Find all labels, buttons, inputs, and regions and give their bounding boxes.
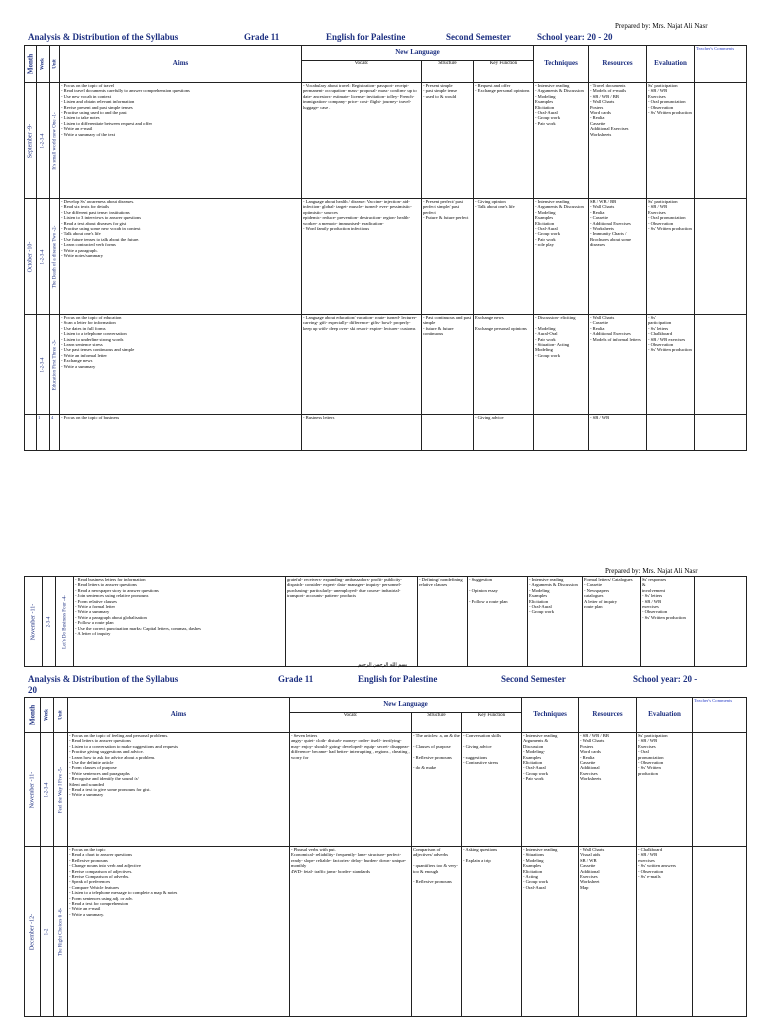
title-school-year: School year: 20 - <box>633 674 698 684</box>
table-row <box>25 199 747 315</box>
header-key-function: Key Function <box>462 713 522 733</box>
aims-cell: - Focus on the topic of travel - Read travel documents carefully to answer comprehension questions - Use new vocab in context - Listen and obtain relevant information - Revise present and past simple tenses - Practise using used to and the past - Listen to take notes - Listen to differentiate between request and offer - Write an e-mail - Write a summary of the text <box>60 83 302 199</box>
key-function-cell: - Suggestion - Opinion essay - Follow a route plan <box>468 577 528 667</box>
techniques-cell <box>534 415 589 451</box>
unit-cell: The Right Choices 6 -6- <box>54 847 68 1017</box>
vocab-cell: - Vocabulary about travel: Registration- passport- receipt- permanent- occupation- mass- proposal- mass- confirm- up to date- ancestors- estimate- license- invitation- tolley- French- immigration- company- price- cost- flight- journey- travel- luggage- case . <box>302 83 422 199</box>
title-semester: Second Semester <box>501 674 566 684</box>
month-cell: October -10- <box>25 199 37 315</box>
header-evaluation: Evaluation <box>637 698 693 733</box>
week-cell: 1-2 <box>41 847 54 1017</box>
key-function-cell: - Request and offer - Exchange personal opinions <box>474 83 534 199</box>
techniques-cell: - Intensive reading - Arguments & Discussion - Modeling Examples Elicitation - Oral-Aural - Group work - Pair work <box>534 83 589 199</box>
syllabus-table-continuation <box>24 576 747 667</box>
structure-cell: - Past continuous and past simple - future & future continuous <box>422 315 474 415</box>
vocab-cell: - Language about education/ vacation- route- turned- lecturer- carving- gift- especially- difference- gifts- bowl- properly- keep up with- deep over- ski resort- expire- lecturer- customs <box>302 315 422 415</box>
title-grade: Grade 11 <box>278 674 314 684</box>
bismillah: بسم الله الرحمن الرحيم <box>358 663 408 668</box>
syllabus-page-2 <box>0 662 768 1024</box>
comments-cell <box>695 415 747 451</box>
evaluation-cell: Ss' participation - SB / WB Exercises - Oral pronunciation - Observation - Ss' Written production <box>647 83 695 199</box>
evaluation-cell: Ss' responses & involvement - Ss' letters - SB / WB exercises - Observation - Ss' Written production <box>641 577 695 667</box>
week-cell: 1-2-3-4 <box>37 83 50 199</box>
aims-cell: - Focus on the topic of business <box>60 415 302 451</box>
comments-cell <box>693 847 747 1017</box>
aims-cell: - Focus on the topic of feeling and personal problems. - Read letters to answer questions - Listen to a conversation to make suggestions and requests - Practise giving suggestions and advice. - Learn how to ask for advice about a problem. - Use the definite article - Form clauses of purpose - Write sentences and paragraphs - Recognise and identify the sound /z/ Silent and sounded - Read a text to give some pronouns for gist. - Write a summary <box>68 733 290 847</box>
unit-cell: The Death of a disease Two -2- <box>50 199 60 315</box>
vocab-cell: - Seven letters angry- quiet- cloth- disturb- money- order- itself- terrifying- may- enjoy- should- going- developed- equip- secret- disappear- difference- became- had better- interrupting , regions , cheating , worry for <box>290 733 412 847</box>
week-cell: 1 <box>37 415 50 451</box>
header-month: Month <box>25 46 37 83</box>
month-cell: September -9- <box>25 83 37 199</box>
techniques-cell: - Intensive reading Arguments & Discussion - Modeling- Examples Elicitation - Oral-Aural - Group work - Pair work <box>522 733 579 847</box>
techniques-cell: - Intensive reading - Situations - Modeling Examples Elicitation - Acting - Group work - Oral-Aural <box>522 847 579 1017</box>
header-resources: Resources <box>589 46 647 83</box>
month-cell: November -11- <box>25 733 41 847</box>
prepared-by: Prepared by: Mrs. Najat Ali Nasr <box>605 567 698 575</box>
header-teachers-comments: Teacher's Comments <box>693 698 747 733</box>
key-function-cell: - Giving opinion - Talk about one's life <box>474 199 534 315</box>
resources-cell: - SB / WB <box>589 415 647 451</box>
header-week: Week <box>41 698 54 733</box>
title-subject: English for Palestine <box>326 32 406 42</box>
vocab-cell: - Language about health / disease: Vaccine- injection- aid- infection- global- target- muscle- turned- ever- pessimistic- optimistic- sources epidemic- reduce- prevention- destruction- region- health- worker- a memoir- immunised- eradication- - Word family production infectious <box>302 199 422 315</box>
title-school-year: School year: 20 - 20 <box>537 32 613 42</box>
header-techniques: Techniques <box>522 698 579 733</box>
vocab-cell: - Business letters <box>302 415 422 451</box>
resources-cell: - Wall Charts Visual aids SB / WB Cassette Additional Exercises Worksheet Map <box>579 847 637 1017</box>
structure-cell: - Present perfect/ past perfect simple/ past perfect - Future & future perfect <box>422 199 474 315</box>
structure-cell: - Defining/ nondefining relative clauses <box>418 577 468 667</box>
month-cell <box>25 415 37 451</box>
comments-cell <box>695 315 747 415</box>
syllabus-table-2 <box>24 697 747 1017</box>
unit-cell: 4 <box>50 415 60 451</box>
resources-cell: Formal letters/ Catalogues - Cassette - Newspapers catalogues A letter of inquiry route plan <box>583 577 641 667</box>
month-cell <box>25 315 37 415</box>
aims-cell: - Focus on the topic - Read a chart to answer questions - Reflexive pronouns - Change nouns into verb and adjective - Revise comparison of adjectives. - Revise Comparison of adverbs. - Speak of preferences - Compare Vehicle features - Listen to a telephone message to complete a map & notes - Form sentences using adj. or adv. - Read a text for comprehension - Write an e-mail - Write a summary. <box>68 847 290 1017</box>
table-row <box>25 733 747 847</box>
prepared-by: Prepared by: Mrs. Najat Ali Nasr <box>615 22 708 30</box>
techniques-cell: - Discussion- eliciting - Modeling - Aural-Oral - Pair work - Situation- Acting Modeling - Group work <box>534 315 589 415</box>
header-techniques: Techniques <box>534 46 589 83</box>
unit-cell: It's small world now One -1- <box>50 83 60 199</box>
comments-cell <box>693 733 747 847</box>
key-function-cell: - Giving advice <box>474 415 534 451</box>
title-grade: Grade 11 <box>244 32 280 42</box>
header-structure: Structure <box>422 61 474 83</box>
table-row <box>25 577 747 667</box>
table-row <box>25 415 747 451</box>
header-vocab: Vocab: <box>302 61 422 83</box>
evaluation-cell: - Ss' participation - Ss' letters - Chalkboard - SB / WB exercises - Observation - Ss' Written production <box>647 315 695 415</box>
resources-cell: - SB / WB / BB - Wall Charts Posters Word cards - Realia Cassette Additional Exercises Worksheets <box>579 733 637 847</box>
syllabus-page-1 <box>0 0 768 470</box>
resources-cell: - Travel documents - Models of e-mails - SB / WB / BB - Wall Charts Posters Word cards - Realia Cassette Additional Exercises Worksheets <box>589 83 647 199</box>
header-week: Week <box>37 46 50 83</box>
techniques-cell: - Intensive reading - Arguments & Discussion - Modeling Examples Elicitation - Oral-Aural - Group work <box>528 577 583 667</box>
title-analysis: Analysis & Distribution of the Syllabus <box>28 674 179 684</box>
structure-cell <box>422 415 474 451</box>
week-cell: 1-2-3-4 <box>41 733 54 847</box>
key-function-cell: - Asking questions - Explain a trip <box>462 847 522 1017</box>
evaluation-cell: Ss' participation - SB / WB Exercises - Oral pronunciation - Observation - Ss' Written production <box>647 199 695 315</box>
month-cell: November -11- <box>25 577 43 667</box>
title-semester: Second Semester <box>446 32 511 42</box>
header-month: Month <box>25 698 41 733</box>
header-vocab: Vocab: <box>290 713 412 733</box>
techniques-cell: - Intensive reading - Arguments & Discussion - Modeling Examples Elicitation - Oral-Aural - Group work - Pair work - role play <box>534 199 589 315</box>
title-subject: English for Palestine <box>358 674 438 684</box>
header-new-language: New Language <box>290 698 522 713</box>
resources-cell: SB / WB / BB - Wall Charts - Realia - Cassette - Additional Exercises - Worksheets - Immunity Charts / Brochures about some diseases <box>589 199 647 315</box>
title-analysis: Analysis & Distribution of the Syllabus <box>28 32 179 42</box>
week-cell: 1-2-3-4 <box>37 315 50 415</box>
key-function-cell: Exchange news Exchange personal opinions <box>474 315 534 415</box>
syllabus-table-1 <box>24 45 747 451</box>
comments-cell <box>695 577 747 667</box>
table-row <box>25 847 747 1017</box>
key-function-cell: - Conversation skills - Giving advice - suggestions - Contrastive stress <box>462 733 522 847</box>
header-unit: Unit <box>54 698 68 733</box>
evaluation-cell <box>647 415 695 451</box>
header-aims: Aims <box>68 698 290 733</box>
table-row <box>25 83 747 199</box>
vocab-cell: - Phrasal verbs with put. Economical- reliability- frequently- lane- structure- perfect- ready- slope- reliable- factories- delay- burden- down- unique- monthly 4WD- fetal- traffic jams- border- standards <box>290 847 412 1017</box>
comments-cell <box>695 83 747 199</box>
syllabus-page-2-top <box>0 560 768 670</box>
comments-cell <box>695 199 747 315</box>
vocab-cell: grateful- receivers- expanding- ambassadors- profit- publicity- dispatch- consider- expert- data- manager- inquiry- personnel- purchasing- particularly- unemployed- due course- industrial- transport- accounts- pattern- products <box>286 577 418 667</box>
structure-cell: Comparison of adjectives/ adverbs - quantifiers too & very- too & enough - Reflexive pronouns <box>412 847 462 1017</box>
month-cell: December -12- <box>25 847 41 1017</box>
title-year-end: 20 <box>28 685 37 695</box>
header-teachers-comments: Teacher's Comments <box>695 46 747 83</box>
unit-cell: Education First Three -3- <box>50 315 60 415</box>
structure-cell: - The articles: a, an & the - Clauses of purpose - Reflexive pronouns - do & make <box>412 733 462 847</box>
header-evaluation: Evaluation <box>647 46 695 83</box>
unit-cell: Let's Do Business Four -4- <box>56 577 74 667</box>
unit-cell: Feel the Way I Five -5- <box>54 733 68 847</box>
header-unit: Unit <box>50 46 60 83</box>
aims-cell: - Focus on the topic of education - Scan a letter for information - Use dates in full forms - Listen to a telephone conversation - Listen to underline strong words - Learn sentence stress - Use past tenses continuous and simple - Write an informal letter - Exchange news - Write a summary <box>60 315 302 415</box>
aims-cell: - Read business letters for information - Read letters to answer questions - Read a newspaper story to answer questions - Join sentences using relative pronouns - Form relative clauses - Write a formal letter - Write a summary - Write a paragraph about globalisation - Follow a route plan - Use the correct punctuation marks: Capital letters, commas, dashes - A letter of inquiry <box>74 577 286 667</box>
header-structure: Structure <box>412 713 462 733</box>
week-cell: 1-2-3-4 <box>37 199 50 315</box>
header-resources: Resources <box>579 698 637 733</box>
resources-cell: - Wall Charts - Cassette - Realia - Additional Exercises - Models of informal letters <box>589 315 647 415</box>
evaluation-cell: Ss' participation - SB / WB Exercises - Oral pronunciation - Observation - Ss' Written production <box>637 733 693 847</box>
evaluation-cell: - Chalkboard - SB / WB exercises - Ss' written answers - Observation - Ss' e-mails <box>637 847 693 1017</box>
aims-cell: - Develop Ss' awareness about diseases. - Read six texts for details - Use different past tense: institutions - Listen to 3 interviews to answer questions - Read a text about diseases for gist - Practise using some new vocab in context - Talk about one's life - Use future tenses to talk about the future. - Learn contracted verb forms - Write a paragraph. - Write notes/summary <box>60 199 302 315</box>
header-key-function: Key Function <box>474 61 534 83</box>
header-new-language: New Language <box>302 46 534 61</box>
week-cell: 2-3-4 <box>43 577 56 667</box>
header-aims: Aims <box>60 46 302 83</box>
table-row <box>25 315 747 415</box>
structure-cell: - Present simple - past simple tense - used to & would <box>422 83 474 199</box>
